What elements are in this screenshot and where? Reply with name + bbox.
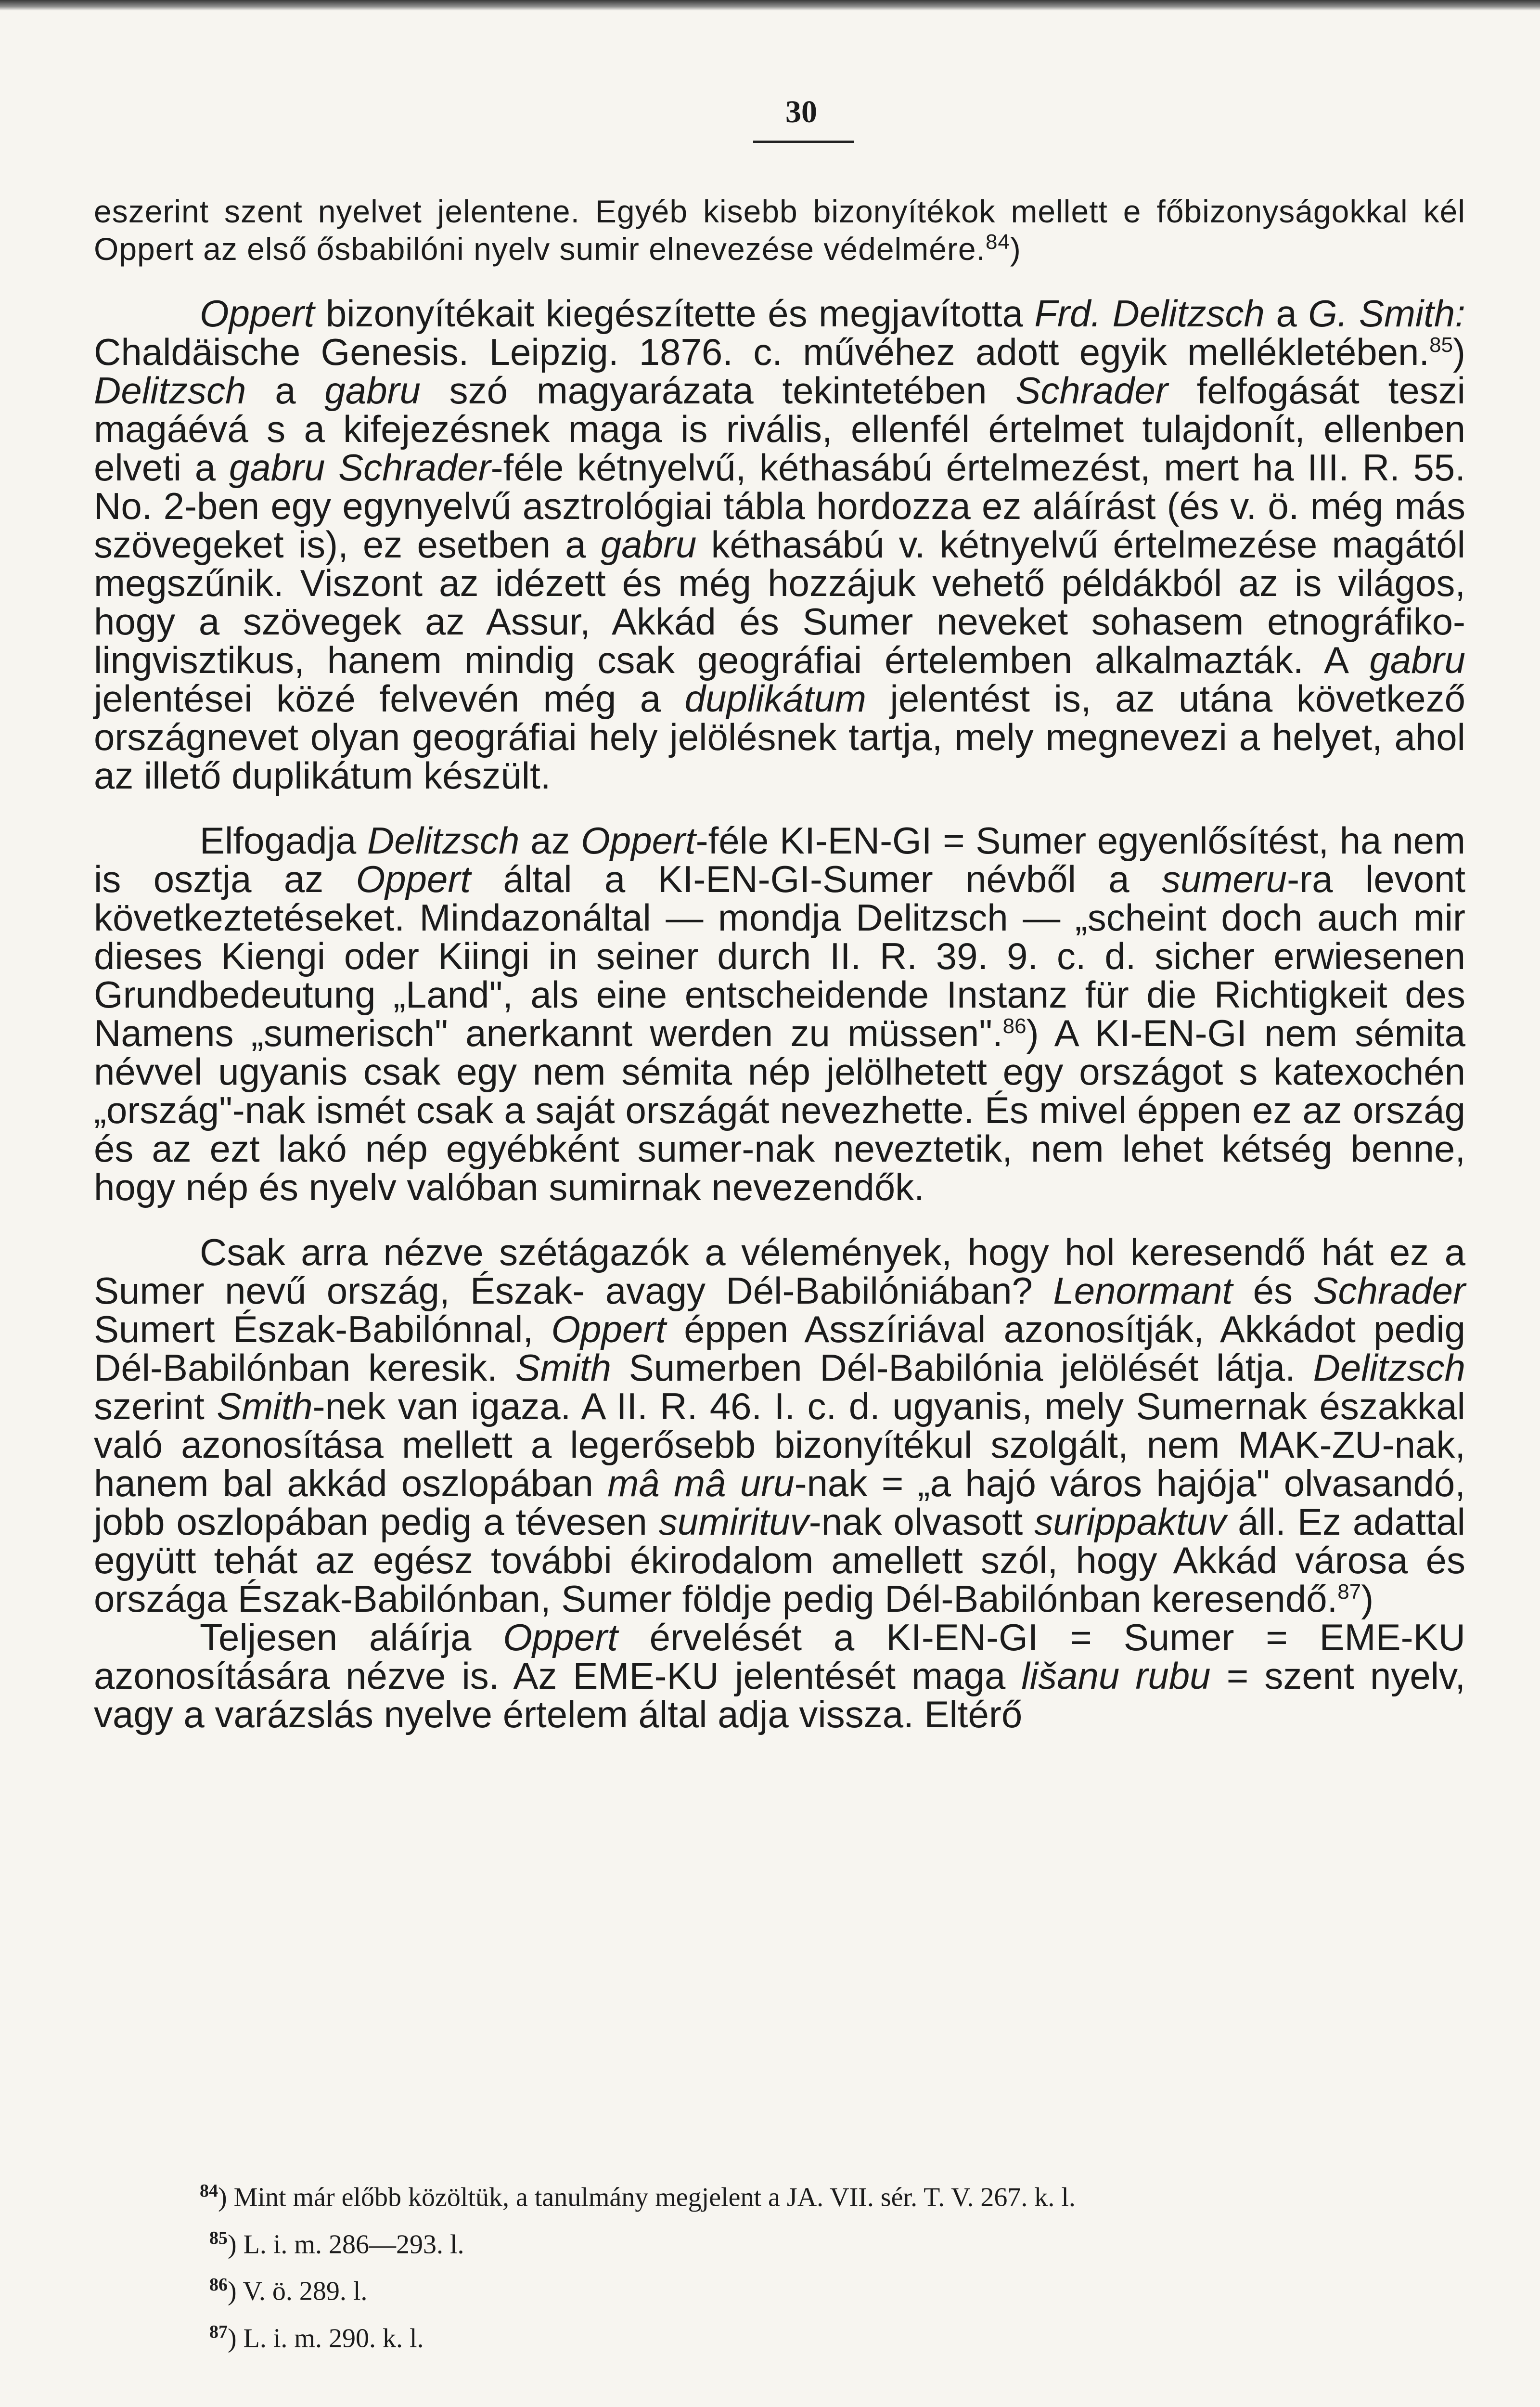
text-run: éppen Asszíriával azonosítják, Akkádot pedig Dél-Babilónban keresik. bbox=[94, 1308, 1465, 1389]
text-run: az bbox=[519, 819, 581, 862]
book-page bbox=[94, 0, 1465, 2407]
footnote-number: 86 bbox=[209, 2275, 228, 2295]
text-run: érvelését a KI-EN-GI = Sumer = EME-KU azonosítására nézve is. Az EME-KU jelentését maga bbox=[94, 1616, 1465, 1697]
text-run: a bbox=[1264, 292, 1309, 335]
italic-run: Frd. Delitzsch bbox=[1034, 292, 1265, 335]
footnote-86 bbox=[94, 2270, 1465, 2306]
text-run: jelentései közé felvevén még a bbox=[94, 677, 685, 720]
text-run: ) bbox=[1453, 331, 1465, 373]
text-run: Teljesen aláírja bbox=[200, 1616, 503, 1658]
footnote-84 bbox=[94, 2176, 1465, 2213]
text-run: Sumerben Dél-Babilónia jelölését látja. bbox=[611, 1346, 1313, 1389]
text-run: Sumert Észak-Babilónnal, bbox=[94, 1308, 552, 1350]
italic-run: gabru Schrader bbox=[229, 446, 491, 489]
footnote-ref-86: 86 bbox=[1002, 1014, 1027, 1038]
text-run: -ra levont következtetéseket. Mindazonáltal — mondja Delitzsch — „scheint doch auch mir dieses Kiengi oder Kiingi in seiner durch II. R. 39. 9. c. d. sicher erwiesenen Grundbedeutung „Land", als eine entscheidende Instanz für die Richtigkeit des Namens „sumerisch" anerkannt werden zu müssen". bbox=[94, 858, 1465, 1054]
italic-run: gabru bbox=[600, 523, 697, 566]
italic-run: Oppert bbox=[551, 1308, 666, 1350]
text-run: által a KI-EN-GI-Sumer névből a bbox=[471, 858, 1162, 900]
text-run: -nak olvasott bbox=[808, 1501, 1035, 1543]
paragraph-kiengi bbox=[94, 821, 1465, 1206]
page-number: 30 bbox=[785, 94, 817, 129]
footnote-85 bbox=[94, 2223, 1465, 2260]
text-run: ) bbox=[1361, 1578, 1374, 1620]
italic-run: Delitzsch bbox=[1313, 1346, 1465, 1389]
text-run: és bbox=[1232, 1269, 1313, 1312]
italic-run: sumeru bbox=[1162, 858, 1287, 900]
italic-run: Schrader bbox=[1015, 369, 1168, 412]
italic-run: Oppert bbox=[200, 292, 315, 335]
paragraph-sumer-location bbox=[94, 1233, 1465, 1618]
text-run: Chaldäische Genesis. Leipzig. 1876. c. művéhez adott egyik mellékletében. bbox=[94, 331, 1430, 373]
italic-run: mâ mâ uru bbox=[607, 1462, 795, 1504]
footnote-ref-84: 84 bbox=[985, 230, 1010, 254]
body-text bbox=[94, 193, 1465, 1734]
footnote-87 bbox=[94, 2317, 1465, 2354]
italic-run: sumirituv bbox=[658, 1501, 809, 1543]
text-run: -nak = „a hajó város hajója" olvasandó, jobb oszlopában pedig a tévesen bbox=[94, 1462, 1465, 1543]
text-run: a bbox=[246, 369, 325, 412]
text-run: = szent nyelv, vagy a varázslás nyelve értelem által adja vissza. Eltérő bbox=[94, 1655, 1465, 1735]
text-run: Csak arra nézve szétágazók a vélemények, hogy hol keresendő hát ez a Sumer nevű ország, Észak- avagy Dél-Babilóniában? bbox=[94, 1231, 1465, 1312]
paragraph-delitzsch bbox=[94, 294, 1465, 795]
text-run: eszerint szent nyelvet jelentene. Egyéb kisebb bizonyítékok mellett e főbizonyságokkal kél Oppert az első ősbabilóni nyelv sumir elnevezése védelmére. bbox=[94, 194, 1465, 267]
italic-run: Oppert bbox=[503, 1616, 618, 1658]
text-run: -féle KI-EN-GI = Sumer egyenlősítést, ha nem is osztja az bbox=[94, 819, 1465, 900]
italic-run: Lenormant bbox=[1053, 1269, 1233, 1312]
footnote-text: ) Mint már előbb közöltük, a tanulmány megjelent a JA. VII. sér. T. V. 267. k. l. bbox=[218, 2182, 1076, 2213]
text-run: áll. Ez adattal együtt tehát az egész további ékirodalom amellett szól, hogy Akkád városa és országa Észak-Babilónban, Sumer földje pedig Dél-Babilónban keresendő. bbox=[94, 1501, 1466, 1620]
footnote-ref-85: 85 bbox=[1429, 333, 1453, 357]
text-run: Elfogadja bbox=[200, 819, 367, 862]
paragraph-emeku bbox=[94, 1618, 1465, 1734]
italic-run: Oppert bbox=[356, 858, 471, 900]
page-number-underline bbox=[753, 141, 854, 143]
italic-run: Oppert bbox=[581, 819, 696, 862]
paragraph-continued bbox=[94, 193, 1465, 268]
italic-run: G. Smith: bbox=[1308, 292, 1465, 335]
footnotes bbox=[94, 2176, 1465, 2364]
italic-run: Delitzsch bbox=[367, 819, 520, 862]
italic-run: Smith bbox=[515, 1346, 612, 1389]
footnote-ref-87: 87 bbox=[1337, 1580, 1361, 1604]
footnote-text: ) V. ö. 289. l. bbox=[228, 2276, 368, 2306]
text-run: kéthasábú v. kétnyelvű értelmezése magától megszűnik. Viszont az idézett és még hozzájuk vehető példákból az is világos, hogy a szövegek az Assur, Akkád és Sumer neveket sohasem etnográfiko-lingvisztikus, hanem mindig csak geográfiai értelemben alkalmazták. A bbox=[94, 523, 1465, 681]
footnote-text: ) L. i. m. 286—293. l. bbox=[228, 2229, 464, 2260]
text-run: szerint bbox=[94, 1385, 217, 1427]
italic-run: Smith bbox=[217, 1385, 313, 1427]
italic-run: Schrader bbox=[1313, 1269, 1465, 1312]
footnote-number: 84 bbox=[200, 2181, 218, 2201]
text-run: bizonyítékait kiegészítette és megjavította bbox=[314, 292, 1035, 335]
italic-run: lišanu rubu bbox=[1021, 1655, 1211, 1697]
text-run: -nek van igaza. A II. R. 46. I. c. d. ugyanis, mely Sumernak északkal való azonosítása mellett a legerősebb bizonyítékul szolgált, nem MAK-ZU-nak, hanem bal akkád oszlopában bbox=[94, 1385, 1465, 1504]
text-run: ) A KI-EN-GI nem sémita névvel ugyanis csak egy nem sémita nép jelölhetett egy országot s katexochén „ország"-nak ismét csak a saját országát nevezhette. És mivel éppen ez az ország és az ezt lakó nép egyébként sumer-nak neveztetik, nem lehet kétség benne, hogy nép és nyelv valóban sumirnak nevezendők. bbox=[94, 1012, 1466, 1208]
text-run: jelentést is, az utána következő országnevet olyan geográfiai hely jelölésnek tartja, mely megnevezi a helyet, ahol az illető duplikátum készült. bbox=[94, 677, 1465, 797]
italic-run: gabru bbox=[1369, 639, 1465, 681]
italic-run: surippaktuv bbox=[1034, 1501, 1227, 1543]
text-run: ) bbox=[1010, 231, 1021, 267]
footnote-number: 85 bbox=[209, 2227, 228, 2248]
text-run: felfogását teszi magáévá s a kifejezésnek maga is rivális, ellenfél értelmet tulajdonít, ellenben elveti a bbox=[94, 369, 1465, 489]
italic-run: Delitzsch bbox=[94, 369, 246, 412]
italic-run: gabru bbox=[324, 369, 421, 412]
footnote-text: ) L. i. m. 290. k. l. bbox=[228, 2323, 424, 2354]
text-run: szó magyarázata tekintetében bbox=[420, 369, 1016, 412]
footnote-number: 87 bbox=[209, 2321, 228, 2342]
italic-run: duplikátum bbox=[684, 677, 866, 720]
text-run: -féle kétnyelvű, kéthasábú értelmezést, mert ha III. R. 55. No. 2-ben egy egynyelvű asztrológiai tábla hordozza ez aláírást (és v. ö. még más szövegeket is), ez esetben a bbox=[94, 446, 1465, 566]
